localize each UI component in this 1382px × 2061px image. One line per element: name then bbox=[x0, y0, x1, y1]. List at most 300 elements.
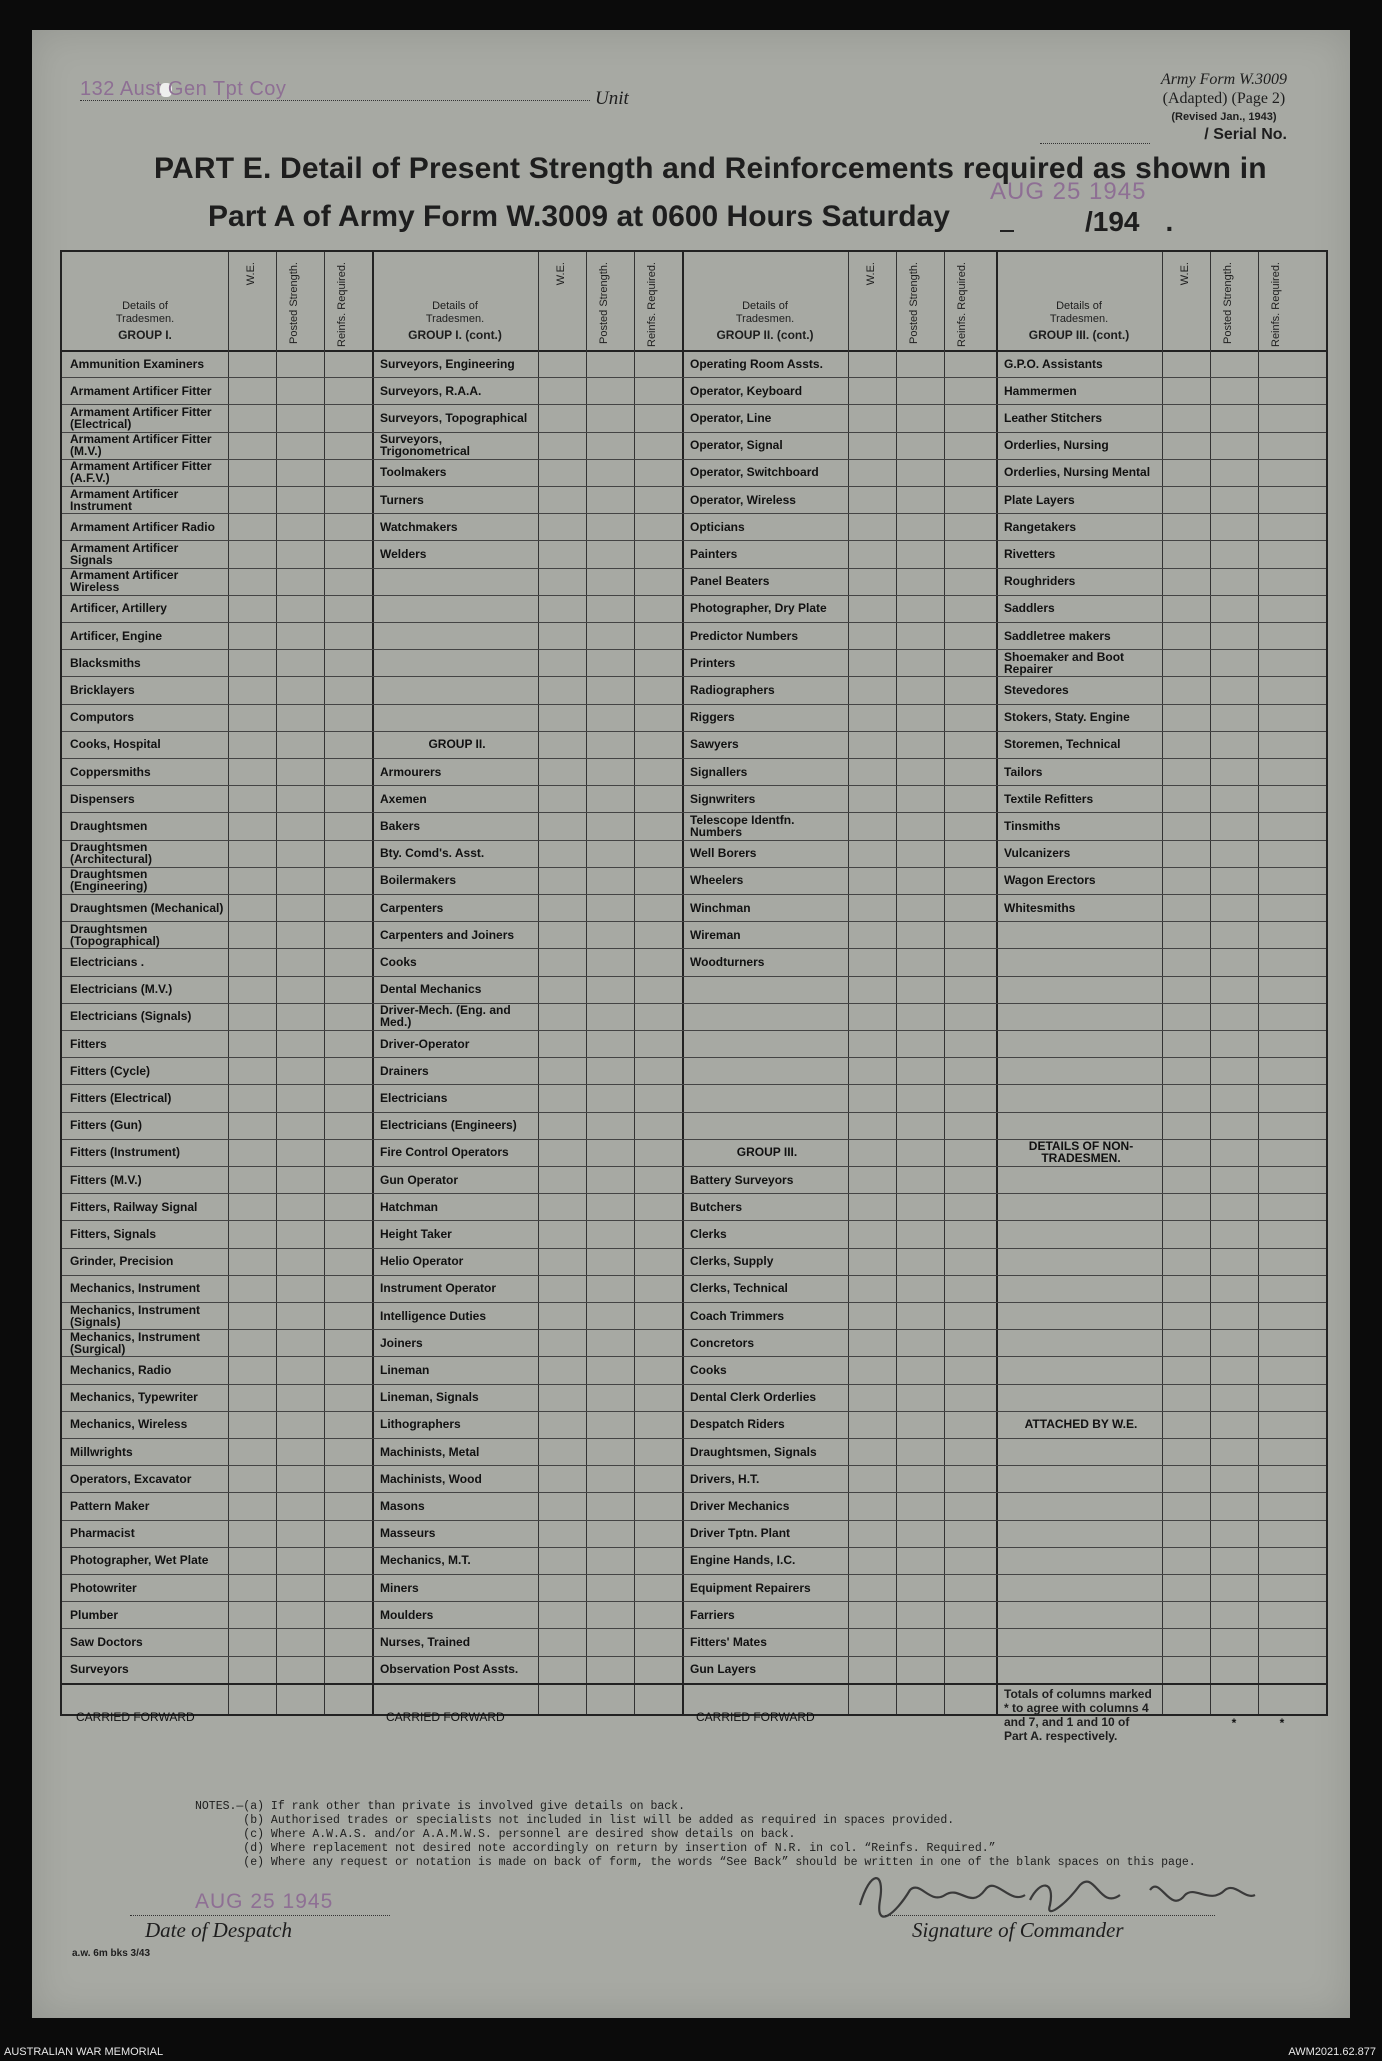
trade-name: Leather Stitchers bbox=[1004, 410, 1103, 425]
page-title-line1: PART E. Detail of Present Strength and Reinforcements required as shown in bbox=[154, 152, 1267, 185]
trade-name: Rangetakers bbox=[1004, 519, 1077, 534]
trade-name: Armament Artificer Signals bbox=[70, 540, 179, 567]
trade-name: Stokers, Staty. Engine bbox=[1004, 710, 1130, 725]
trade-name: Printers bbox=[690, 655, 736, 670]
trade-name: Wagon Erectors bbox=[1004, 873, 1096, 888]
trade-name: Whitesmiths bbox=[1004, 900, 1076, 915]
trade-name: Gun Operator bbox=[380, 1172, 459, 1187]
trade-name: Predictor Numbers bbox=[690, 628, 799, 643]
column-divider bbox=[1210, 252, 1211, 1714]
trade-name: Woodturners bbox=[690, 954, 765, 969]
trade-name: Despatch Riders bbox=[690, 1417, 785, 1432]
trade-name: Tailors bbox=[1004, 764, 1043, 779]
trade-name: Dispensers bbox=[70, 791, 135, 806]
trade-name: Driver-Mech. (Eng. and Med.) bbox=[380, 1003, 511, 1030]
trade-name bbox=[690, 1112, 844, 1139]
trade-name bbox=[1004, 1003, 1158, 1030]
we-label: W.E. bbox=[865, 262, 877, 286]
trade-name: Operators, Excavator bbox=[70, 1471, 192, 1486]
row-line bbox=[62, 1384, 1326, 1385]
date-blank bbox=[1000, 230, 1014, 232]
row-line bbox=[62, 1492, 1326, 1493]
despatch-dotted-line bbox=[130, 1915, 390, 1916]
trade-name: Surveyors, R.A.A. bbox=[380, 383, 482, 398]
trade-name: Toolmakers bbox=[380, 465, 447, 480]
group-header: GROUP I. (cont.) bbox=[408, 328, 502, 342]
trade-name: Operator, Line bbox=[690, 410, 772, 425]
row-line bbox=[62, 1547, 1326, 1548]
column-divider bbox=[896, 252, 897, 1714]
header-we bbox=[1162, 252, 1210, 350]
trade-name: Armament Artificer Radio bbox=[70, 519, 215, 534]
trade-name: Operator, Keyboard bbox=[690, 383, 803, 398]
header-we bbox=[538, 252, 586, 350]
trade-name: Fitters (Cycle) bbox=[70, 1063, 151, 1078]
we-label: W.E. bbox=[1179, 262, 1191, 286]
trade-name: Turners bbox=[380, 492, 424, 507]
row-line bbox=[62, 948, 1326, 949]
trade-name: Equipment Repairers bbox=[690, 1580, 811, 1595]
trade-name: Pattern Maker bbox=[70, 1498, 150, 1513]
title-date-stamp: AUG 25 1945 bbox=[990, 178, 1147, 205]
row-line bbox=[62, 976, 1326, 977]
row-line bbox=[62, 1030, 1326, 1031]
carried-forward-label: CARRIED FORWARD bbox=[696, 1709, 815, 1724]
trade-name: Fitters (Gun) bbox=[70, 1118, 142, 1133]
trade-name bbox=[1004, 1329, 1158, 1356]
trade-name bbox=[1004, 1193, 1158, 1220]
header-posted bbox=[1210, 252, 1258, 350]
column-divider bbox=[1258, 252, 1259, 1714]
trade-name: Armament Artificer Instrument bbox=[70, 486, 179, 513]
row-line bbox=[62, 1356, 1326, 1357]
trade-name: Cooks bbox=[690, 1362, 727, 1377]
trade-name bbox=[1004, 1547, 1158, 1574]
column-divider bbox=[682, 252, 684, 1714]
row-line bbox=[62, 649, 1326, 650]
column-divider bbox=[324, 252, 325, 1714]
column-divider bbox=[538, 252, 539, 1714]
trade-name: Clerks bbox=[690, 1226, 727, 1241]
trade-name: Plate Layers bbox=[1004, 492, 1075, 507]
trade-name bbox=[1004, 1520, 1158, 1547]
details-label: Details of Tradesmen. bbox=[1049, 300, 1109, 325]
form-adapted: (Adapted) (Page 2) bbox=[1162, 90, 1286, 107]
trade-name: Electricians . bbox=[70, 954, 145, 969]
reinfs-label: Reinfs. Required. bbox=[1270, 262, 1282, 347]
section-heading: GROUP III. bbox=[736, 1145, 798, 1160]
column-divider bbox=[276, 252, 277, 1714]
trade-name: Masseurs bbox=[380, 1526, 436, 1541]
trade-name: Height Taker bbox=[380, 1226, 452, 1241]
trade-name bbox=[690, 1057, 844, 1084]
trade-name: Coppersmiths bbox=[70, 764, 151, 779]
row-line bbox=[62, 1112, 1326, 1113]
trade-name: Photographer, Dry Plate bbox=[690, 601, 827, 616]
row-line bbox=[62, 1193, 1326, 1194]
trade-name: Masons bbox=[380, 1498, 425, 1513]
trade-name: Clerks, Supply bbox=[690, 1254, 774, 1269]
row-line bbox=[62, 704, 1326, 705]
header-reinfs bbox=[1258, 252, 1306, 350]
trade-name: Artificer, Engine bbox=[70, 628, 163, 643]
row-line bbox=[62, 1139, 1326, 1140]
trade-name: Farriers bbox=[690, 1607, 735, 1622]
header-reinfs bbox=[324, 252, 372, 350]
trade-name: Armament Artificer Fitter bbox=[70, 383, 212, 398]
column-divider bbox=[228, 252, 229, 1714]
trade-name: Sawyers bbox=[690, 737, 739, 752]
trade-name: Draughtsmen (Topographical) bbox=[70, 921, 160, 948]
row-line bbox=[62, 1057, 1326, 1058]
trade-name: Carpenters and Joiners bbox=[380, 927, 515, 942]
trade-name: Ammunition Examiners bbox=[70, 356, 205, 371]
trade-name: Butchers bbox=[690, 1199, 743, 1214]
trade-name: Machinists, Wood bbox=[380, 1471, 482, 1486]
header-posted bbox=[586, 252, 634, 350]
trade-name: Armament Artificer Fitter (M.V.) bbox=[70, 432, 212, 459]
unit-dotted-line bbox=[80, 100, 590, 101]
unit-label: Unit bbox=[595, 88, 629, 109]
row-line bbox=[62, 432, 1326, 433]
trade-name: Draughtsmen bbox=[70, 818, 148, 833]
row-line bbox=[62, 840, 1326, 841]
note-d: (d) Where replacement not desired note accordingly on return by insertion of N.R. in col. “Reinfs. Required.” bbox=[195, 1842, 996, 1855]
total-star-marker: * bbox=[1279, 1715, 1285, 1730]
trade-name: Millwrights bbox=[70, 1444, 133, 1459]
trade-name: Operator, Wireless bbox=[690, 492, 796, 507]
totals-note: Totals of columns marked * to agree with columns 4 and 7, and 1 and 10 of Part A. respectively. bbox=[1004, 1686, 1152, 1743]
row-line bbox=[62, 1248, 1326, 1249]
trade-name: Stevedores bbox=[1004, 682, 1069, 697]
trade-name: Drivers, H.T. bbox=[690, 1471, 760, 1486]
trade-name bbox=[1004, 1248, 1158, 1275]
row-line bbox=[62, 1438, 1326, 1439]
serial-number-label: / Serial No. bbox=[1204, 126, 1287, 143]
trade-name: Fitters bbox=[70, 1036, 107, 1051]
trade-name: Mechanics, Typewriter bbox=[70, 1390, 198, 1405]
trade-name: Drainers bbox=[380, 1063, 429, 1078]
trade-name: Operator, Signal bbox=[690, 438, 783, 453]
trade-name: Draughtsmen (Architectural) bbox=[70, 840, 153, 867]
trade-name: Lineman, Signals bbox=[380, 1390, 479, 1405]
trade-name: Photographer, Wet Plate bbox=[70, 1553, 209, 1568]
row-line bbox=[62, 812, 1326, 813]
trade-name: Electricians (Signals) bbox=[70, 1009, 192, 1024]
reinfs-label: Reinfs. Required. bbox=[336, 262, 348, 347]
row-line bbox=[62, 1628, 1326, 1629]
row-line bbox=[62, 1084, 1326, 1085]
trade-name: Battery Surveyors bbox=[690, 1172, 794, 1187]
trade-name: Armament Artificer Wireless bbox=[70, 568, 179, 595]
header-we bbox=[848, 252, 896, 350]
row-line bbox=[62, 1275, 1326, 1276]
trade-name: Surveyors, Topographical bbox=[380, 410, 528, 425]
form-name: Army Form W.3009 bbox=[1160, 71, 1287, 88]
row-line bbox=[62, 404, 1326, 405]
trade-name bbox=[1004, 1492, 1158, 1519]
trade-name: Nurses, Trained bbox=[380, 1634, 471, 1649]
row-line bbox=[62, 513, 1326, 514]
row-line bbox=[62, 676, 1326, 677]
trade-name: Plumber bbox=[70, 1607, 119, 1622]
trade-name: Helio Operator bbox=[380, 1254, 464, 1269]
trade-name bbox=[1004, 1356, 1158, 1383]
header-posted bbox=[896, 252, 944, 350]
column-divider bbox=[372, 252, 374, 1714]
signature-dotted-line bbox=[885, 1915, 1215, 1916]
details-label: Details of Tradesmen. bbox=[735, 300, 795, 325]
trade-name bbox=[690, 1003, 844, 1030]
trade-name: Driver Mechanics bbox=[690, 1498, 790, 1513]
trade-name: Draughtsmen (Engineering) bbox=[70, 867, 148, 894]
trade-name bbox=[1004, 1601, 1158, 1628]
despatch-date-stamp: AUG 25 1945 bbox=[195, 1890, 334, 1913]
trade-name: Electricians bbox=[380, 1090, 448, 1105]
trade-name: Fitters (Instrument) bbox=[70, 1145, 181, 1160]
trade-name: Fitters (Electrical) bbox=[70, 1090, 172, 1105]
print-code: a.w. 6m bks 3/43 bbox=[72, 1948, 151, 1959]
posted-label: Posted Strength. bbox=[1222, 262, 1234, 344]
trade-name bbox=[1004, 1112, 1158, 1139]
trade-name bbox=[1004, 1656, 1158, 1683]
posted-label: Posted Strength. bbox=[598, 262, 610, 344]
trade-name: Storemen, Technical bbox=[1004, 737, 1121, 752]
section-heading: GROUP II. bbox=[428, 737, 486, 752]
trade-name: Draughtsmen, Signals bbox=[690, 1444, 817, 1459]
trade-name: Tinsmiths bbox=[1004, 818, 1061, 833]
trade-name: Clerks, Technical bbox=[690, 1281, 788, 1296]
row-line bbox=[62, 1003, 1326, 1004]
carried-forward-label: CARRIED FORWARD bbox=[76, 1709, 195, 1724]
strength-table bbox=[60, 250, 1328, 1743]
trade-name bbox=[1004, 976, 1158, 1003]
row-line bbox=[62, 1411, 1326, 1412]
header-posted bbox=[276, 252, 324, 350]
trade-name: Fitters, Railway Signal bbox=[70, 1199, 198, 1214]
trade-name bbox=[1004, 1275, 1158, 1302]
trade-name: Coach Trimmers bbox=[690, 1308, 785, 1323]
trade-name: Miners bbox=[380, 1580, 419, 1595]
trade-name: Painters bbox=[690, 546, 738, 561]
trade-name: Telescope Identfn. Numbers bbox=[690, 812, 795, 839]
header-reinfs bbox=[634, 252, 682, 350]
column-divider bbox=[944, 252, 945, 1714]
trade-name bbox=[1004, 1574, 1158, 1601]
trade-name: Saddlers bbox=[1004, 601, 1055, 616]
note-e: (e) Where any request or notation is made on back of form, the words “See Back” should be written in one of the blank spaces on this page. bbox=[195, 1856, 1196, 1869]
row-line bbox=[62, 595, 1326, 596]
despatch-label: Date of Despatch bbox=[145, 1918, 292, 1942]
trade-name bbox=[1004, 1030, 1158, 1057]
trade-name: Fire Control Operators bbox=[380, 1145, 509, 1160]
trade-name: Radiographers bbox=[690, 682, 775, 697]
trade-name: Driver-Operator bbox=[380, 1036, 470, 1051]
trade-name: Hatchman bbox=[380, 1199, 439, 1214]
carried-forward-label: CARRIED FORWARD bbox=[386, 1709, 505, 1724]
row-line bbox=[62, 1574, 1326, 1575]
trade-name: Wheelers bbox=[690, 873, 744, 888]
trade-name: Welders bbox=[380, 546, 427, 561]
trade-name: Hammermen bbox=[1004, 383, 1077, 398]
trade-name: Instrument Operator bbox=[380, 1281, 497, 1296]
group-header: GROUP II. (cont.) bbox=[716, 328, 814, 342]
row-line bbox=[62, 758, 1326, 759]
reinfs-label: Reinfs. Required. bbox=[646, 262, 658, 347]
trade-name bbox=[1004, 1220, 1158, 1247]
posted-label: Posted Strength. bbox=[908, 262, 920, 344]
trade-name bbox=[380, 622, 534, 649]
trade-name: Engine Hands, I.C. bbox=[690, 1553, 796, 1568]
trade-name: Operator, Switchboard bbox=[690, 465, 819, 480]
trade-name: Orderlies, Nursing bbox=[1004, 438, 1109, 453]
row-line bbox=[62, 921, 1326, 922]
trade-name: Mechanics, Radio bbox=[70, 1362, 172, 1377]
trade-name: Signwriters bbox=[690, 791, 756, 806]
trade-name: Mechanics, Wireless bbox=[70, 1417, 188, 1432]
section-heading: ATTACHED BY W.E. bbox=[1024, 1417, 1138, 1432]
trade-name: Armament Artificer Fitter (Electrical) bbox=[70, 404, 212, 431]
trade-name bbox=[1004, 1084, 1158, 1111]
trade-name: Electricians (Engineers) bbox=[380, 1118, 517, 1133]
trade-name: Orderlies, Nursing Mental bbox=[1004, 465, 1151, 480]
trade-name: Blacksmiths bbox=[70, 655, 141, 670]
trade-name: Lithographers bbox=[380, 1417, 461, 1432]
trade-name: Operating Room Assts. bbox=[690, 356, 823, 371]
column-divider bbox=[634, 252, 635, 1714]
trade-name: Machinists, Metal bbox=[380, 1444, 480, 1459]
trade-name: Surveyors bbox=[70, 1662, 129, 1677]
trade-name: Mechanics, M.T. bbox=[380, 1553, 471, 1568]
trade-name bbox=[1004, 1302, 1158, 1329]
trade-name: Observation Post Assts. bbox=[380, 1662, 519, 1677]
we-label: W.E. bbox=[555, 262, 567, 286]
trade-name: Rivetters bbox=[1004, 546, 1056, 561]
header-reinfs bbox=[944, 252, 992, 350]
row-line bbox=[62, 731, 1326, 732]
trade-name: Mechanics, Instrument (Signals) bbox=[70, 1302, 201, 1329]
trade-name: Riggers bbox=[690, 710, 735, 725]
group-header: GROUP I. bbox=[118, 328, 172, 342]
column-divider bbox=[848, 252, 849, 1714]
trade-name: Artificer, Artillery bbox=[70, 601, 167, 616]
trade-name: Opticians bbox=[690, 519, 745, 534]
trade-name: Cooks, Hospital bbox=[70, 737, 161, 752]
trade-name: Photowriter bbox=[70, 1580, 137, 1595]
archive-id: AWM2021.62.877 bbox=[1288, 2046, 1376, 2058]
trade-name: Carpenters bbox=[380, 900, 444, 915]
group-header: GROUP III. (cont.) bbox=[1028, 328, 1130, 342]
trade-name: Panel Beaters bbox=[690, 574, 770, 589]
row-line bbox=[62, 894, 1326, 895]
row-line bbox=[62, 540, 1326, 541]
trade-name bbox=[380, 649, 534, 676]
trade-name bbox=[1004, 1384, 1158, 1411]
trade-name: Mechanics, Instrument (Surgical) bbox=[70, 1329, 201, 1356]
trade-name: Cooks bbox=[380, 954, 417, 969]
trade-name: Armament Artificer Fitter (A.F.V.) bbox=[70, 459, 212, 486]
unit-stamp: 132 Aust Gen Tpt Coy bbox=[80, 78, 287, 100]
trade-name: Grinder, Precision bbox=[70, 1254, 174, 1269]
trade-name bbox=[1004, 1438, 1158, 1465]
signature-label: Signature of Commander bbox=[912, 1918, 1124, 1942]
row-line bbox=[62, 568, 1326, 569]
trade-name bbox=[1004, 1166, 1158, 1193]
archive-name: AUSTRALIAN WAR MEMORIAL bbox=[4, 2046, 164, 2058]
trade-name: Signallers bbox=[690, 764, 748, 779]
column-divider bbox=[1162, 252, 1163, 1714]
row-line bbox=[62, 622, 1326, 623]
trade-name: Lineman bbox=[380, 1362, 430, 1377]
row-line bbox=[62, 1656, 1326, 1657]
details-label: Details of Tradesmen. bbox=[425, 300, 485, 325]
row-line bbox=[62, 459, 1326, 460]
column-divider bbox=[586, 252, 587, 1714]
trade-name: Joiners bbox=[380, 1335, 423, 1350]
trade-name: Boilermakers bbox=[380, 873, 457, 888]
trade-name bbox=[1004, 948, 1158, 975]
trade-name: Gun Layers bbox=[690, 1662, 757, 1677]
we-label: W.E. bbox=[245, 262, 257, 286]
note-c: (c) Where A.W.A.S. and/or A.A.M.W.S. personnel are desired show details on back. bbox=[195, 1828, 796, 1841]
trade-name: Draughtsmen (Mechanical) bbox=[70, 900, 224, 915]
trade-name bbox=[1004, 1057, 1158, 1084]
trade-name: Surveyors, Engineering bbox=[380, 356, 515, 371]
trade-name: Mechanics, Instrument bbox=[70, 1281, 201, 1296]
trade-name: Wireman bbox=[690, 927, 741, 942]
reinfs-label: Reinfs. Required. bbox=[956, 262, 968, 347]
trade-name bbox=[380, 568, 534, 595]
column-divider bbox=[996, 252, 998, 1714]
row-line bbox=[62, 1302, 1326, 1303]
trade-name: Saddletree makers bbox=[1004, 628, 1111, 643]
page-title-line2: Part A of Army Form W.3009 at 0600 Hours Saturday bbox=[208, 200, 950, 233]
trade-name: Axemen bbox=[380, 791, 427, 806]
form-revised: (Revised Jan., 1943) bbox=[1171, 111, 1277, 123]
note-a: NOTES.—(a) If rank other than private is involved give details on back. bbox=[195, 1800, 685, 1813]
trade-name: Concretors bbox=[690, 1335, 755, 1350]
trade-name bbox=[690, 976, 844, 1003]
trade-name: Shoemaker and Boot Repairer bbox=[1004, 649, 1125, 676]
trade-name bbox=[380, 704, 534, 731]
note-b: (b) Authorised trades or specialists not included in list will be added as required in spaces provided. bbox=[195, 1814, 955, 1827]
row-line bbox=[62, 1683, 1326, 1685]
trade-name: G.P.O. Assistants bbox=[1004, 356, 1103, 371]
row-line bbox=[62, 785, 1326, 786]
row-line bbox=[62, 1465, 1326, 1466]
trade-name: Armourers bbox=[380, 764, 442, 779]
row-line bbox=[62, 486, 1326, 487]
trade-name: Intelligence Duties bbox=[380, 1308, 487, 1323]
table-header bbox=[62, 252, 1326, 352]
trade-name: Fitters (M.V.) bbox=[70, 1172, 142, 1187]
row-line bbox=[62, 1220, 1326, 1221]
trade-name bbox=[380, 595, 534, 622]
row-line bbox=[62, 377, 1326, 378]
posted-label: Posted Strength. bbox=[288, 262, 300, 344]
trade-name: Bakers bbox=[380, 818, 421, 833]
trade-name: Vulcanizers bbox=[1004, 846, 1071, 861]
trade-name bbox=[1004, 921, 1158, 948]
trade-name: Well Borers bbox=[690, 846, 757, 861]
trade-name: Moulders bbox=[380, 1607, 434, 1622]
trade-name: Textile Refitters bbox=[1004, 791, 1094, 806]
trade-name: Dental Mechanics bbox=[380, 982, 482, 997]
header-we bbox=[228, 252, 276, 350]
section-heading: DETAILS OF NON-TRADESMEN. bbox=[1028, 1139, 1134, 1166]
serial-dotted-line bbox=[1040, 143, 1150, 144]
trade-name bbox=[1004, 1628, 1158, 1655]
